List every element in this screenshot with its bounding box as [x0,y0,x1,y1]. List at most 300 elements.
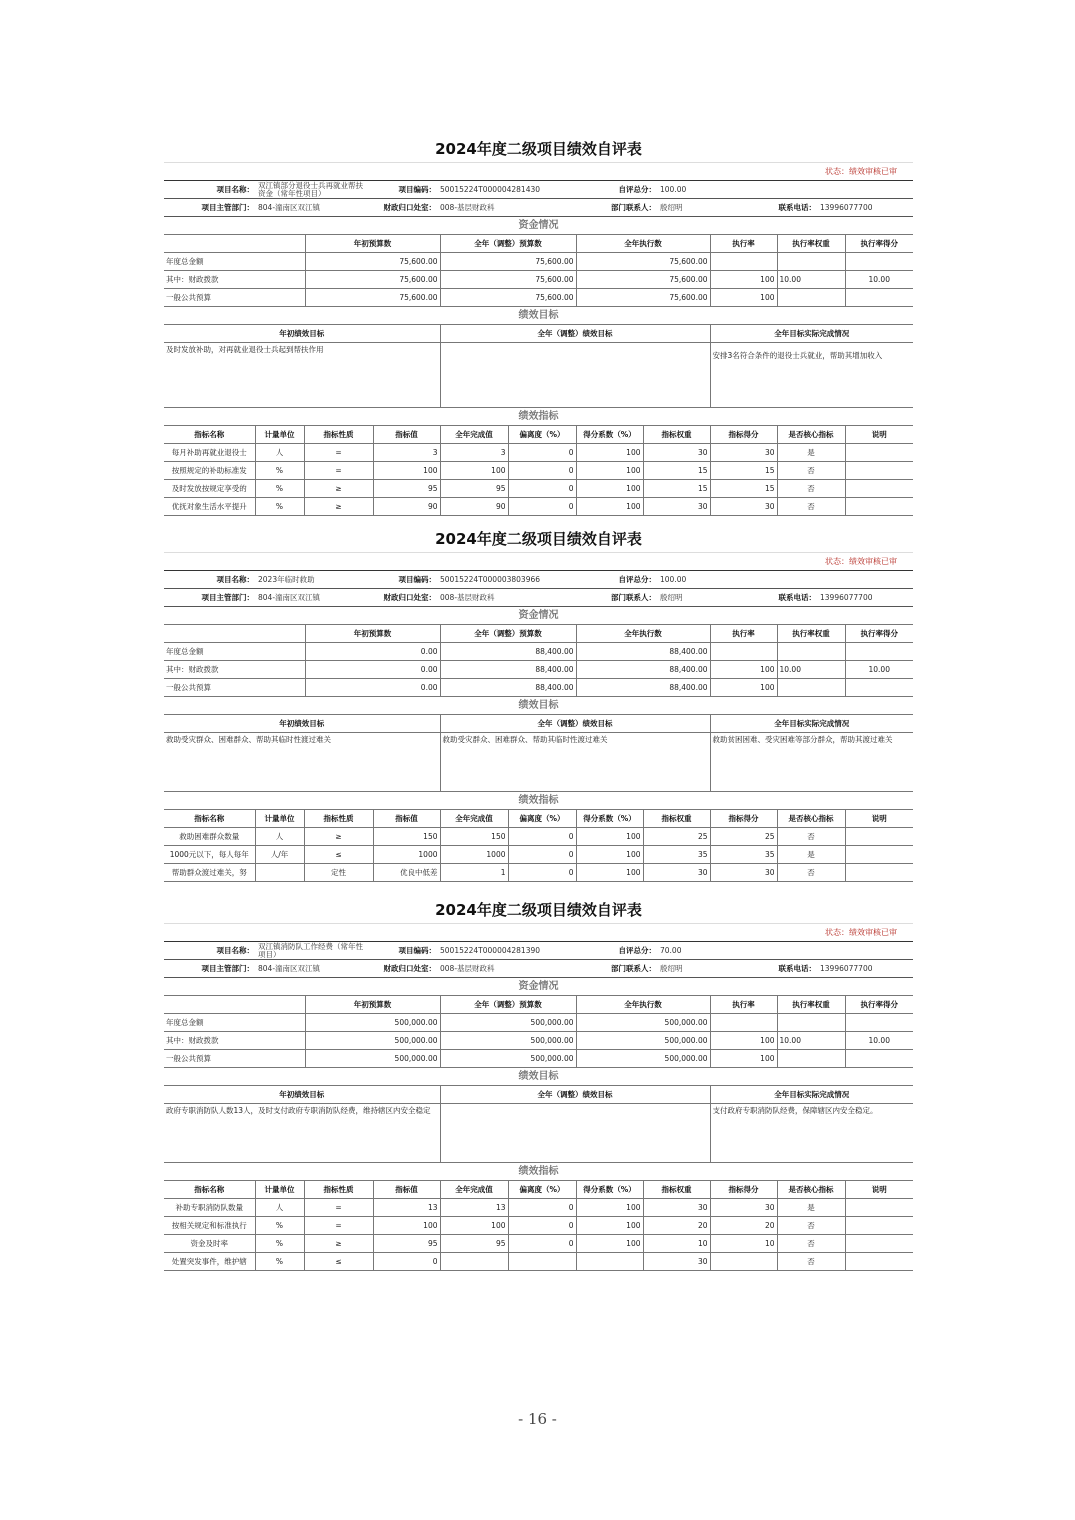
contact-label: 部门联系人： [582,199,658,217]
funds-table [164,995,913,1068]
status-label: 状态：绩效审核已审 [164,162,913,180]
ind-cell: 30 [643,498,710,516]
funds-header-rate: 执行率 [710,996,777,1014]
ind-cell: = [304,444,373,462]
ind-cell: 处置突发事件，维护辖 [164,1253,255,1271]
funds-cell: 10.00 [777,271,845,289]
ind-cell: 否 [777,1253,845,1271]
indicator-row [164,462,913,480]
ind-header: 偏离度（%） [508,1181,576,1199]
indicators-section-heading: 绩效指标 [518,411,559,422]
ind-cell [845,462,913,480]
ind-cell: 100 [576,462,643,480]
ind-cell: 0 [508,864,576,882]
form-title: 2024年度二级项目绩效自评表 [435,530,642,548]
goal-initial-text: 政府专职消防队人数13人，及时支付政府专职消防队经费，维持辖区内安全稳定 [164,1104,440,1163]
project-name-value: 双江镇部分退役士兵再就业帮扶资金（常年性项目） [256,181,372,199]
page-number: - 16 - [518,1410,557,1428]
funds-cell: 88,400.00 [576,679,710,697]
status-label: 状态：绩效审核已审 [164,552,913,570]
phone-label: 联系电话： [728,199,818,217]
ind-header: 指标值 [373,810,440,828]
funds-row [164,1014,913,1032]
funds-row-label: 其中：财政拨款 [164,1032,305,1050]
ind-header: 指标性质 [304,810,373,828]
self-score-label: 自评总分： [582,181,658,199]
funds-cell [845,1050,913,1068]
goals-header-actual: 全年目标实际完成情况 [710,1086,913,1104]
ind-cell: ≥ [304,828,373,846]
goals-header-actual: 全年目标实际完成情况 [710,325,913,343]
ind-cell: 否 [777,462,845,480]
funds-cell: 100 [710,271,777,289]
ind-header: 指标性质 [304,1181,373,1199]
ind-cell: 0 [508,1199,576,1217]
funds-row [164,253,913,271]
funds-row [164,1032,913,1050]
funds-cell: 75,600.00 [576,289,710,307]
funds-cell: 75,600.00 [305,271,440,289]
ind-cell: 30 [710,864,777,882]
indicators-section-heading: 绩效指标 [518,795,559,806]
ind-cell: 95 [440,1235,508,1253]
ind-cell: 0 [508,828,576,846]
project-code-value: 50015224T000004281430 [438,181,582,199]
ind-cell: 定性 [304,864,373,882]
funds-cell: 500,000.00 [576,1014,710,1032]
project-name-label: 项目名称： [164,181,256,199]
ind-header: 是否核心指标 [777,1181,845,1199]
ind-cell: ≥ [304,1235,373,1253]
ind-cell: % [255,480,304,498]
goals-header-adjusted: 全年（调整）绩效目标 [440,715,710,733]
funds-row-label: 其中：财政拨款 [164,661,305,679]
ind-header: 得分系数（%） [576,810,643,828]
ind-cell: 30 [710,444,777,462]
funds-header-adjusted: 全年（调整）预算数 [440,996,576,1014]
self-score-value: 100.00 [658,571,728,589]
ind-cell: 按照规定的补助标准发 [164,462,255,480]
goal-actual-text: 救助贫困困难、受灾困难等部分群众，帮助其渡过难关 [710,733,913,792]
goal-initial-text: 救助受灾群众、困难群众、帮助其临时性渡过难关 [164,733,440,792]
funds-cell [777,253,845,271]
dept-value: 804-潼南区双江镇 [256,589,372,607]
ind-cell: 100 [576,828,643,846]
evaluation-form-3 [164,897,913,1271]
ind-cell: 否 [777,1235,845,1253]
indicator-row [164,1253,913,1271]
ind-cell: 0 [508,1217,576,1235]
dept-value: 804-潼南区双江镇 [256,960,372,978]
funds-cell: 0.00 [305,661,440,679]
funds-cell: 10.00 [777,1032,845,1050]
funds-cell: 75,600.00 [576,271,710,289]
funds-cell: 75,600.00 [305,289,440,307]
ind-cell: 13 [440,1199,508,1217]
funds-cell: 500,000.00 [305,1014,440,1032]
funds-cell [845,289,913,307]
funds-cell: 88,400.00 [440,679,576,697]
contact-label: 部门联系人： [582,960,658,978]
status-label: 状态：绩效审核已审 [164,923,913,941]
ind-cell: 150 [440,828,508,846]
phone-value: 13996077700 [818,199,913,217]
goal-initial-text: 及时发放补助，对再就业退役士兵起到帮扶作用 [164,343,440,408]
project-info-table [164,941,913,978]
ind-cell: 优良中低差 [373,864,440,882]
funds-header-rate: 执行率 [710,235,777,253]
ind-cell: 95 [373,1235,440,1253]
indicator-row [164,1217,913,1235]
ind-cell: 13 [373,1199,440,1217]
funds-cell: 88,400.00 [440,661,576,679]
funds-cell [777,289,845,307]
ind-cell: 0 [508,1235,576,1253]
goal-adjusted-text [440,343,710,408]
goals-table [164,714,913,792]
ind-cell: 35 [643,846,710,864]
funds-row-label: 年度总金额 [164,253,305,271]
ind-cell [710,1253,777,1271]
finance-office-value: 008-基层财政科 [438,199,582,217]
dept-label: 项目主管部门： [164,199,256,217]
ind-cell: ≥ [304,498,373,516]
ind-cell: 否 [777,864,845,882]
indicators-table [164,1180,913,1271]
ind-header: 是否核心指标 [777,810,845,828]
ind-cell: 否 [777,498,845,516]
ind-header: 说明 [845,426,913,444]
ind-cell: 15 [710,462,777,480]
contact-value: 殷绍明 [658,199,728,217]
ind-cell: 3 [440,444,508,462]
contact-value: 殷绍明 [658,960,728,978]
funds-cell: 75,600.00 [576,253,710,271]
goals-section-heading: 绩效目标 [518,310,559,321]
ind-cell [845,828,913,846]
funds-cell: 10.00 [845,271,913,289]
funds-cell [777,1050,845,1068]
ind-cell: 优抚对象生活水平提升 [164,498,255,516]
ind-cell: 及时发放按规定享受的 [164,480,255,498]
funds-row [164,1050,913,1068]
ind-cell: 人/年 [255,846,304,864]
ind-cell: 90 [440,498,508,516]
ind-cell: 10 [710,1235,777,1253]
project-code-value: 50015224T000004281390 [438,942,582,960]
funds-cell: 100 [710,1050,777,1068]
funds-header-adjusted: 全年（调整）预算数 [440,235,576,253]
ind-cell: 35 [710,846,777,864]
ind-cell: 100 [576,1217,643,1235]
ind-cell: 人 [255,444,304,462]
ind-cell [845,480,913,498]
finance-office-label: 财政归口处室： [372,960,438,978]
evaluation-form-2 [164,526,913,882]
funds-cell: 88,400.00 [576,661,710,679]
ind-cell [845,1217,913,1235]
funds-header-executed: 全年执行数 [576,235,710,253]
ind-cell: 20 [643,1217,710,1235]
funds-row [164,679,913,697]
ind-cell: 30 [643,1199,710,1217]
ind-cell: 1000 [373,846,440,864]
indicator-row [164,846,913,864]
contact-value: 殷绍明 [658,589,728,607]
funds-row-label: 年度总金额 [164,643,305,661]
goal-adjusted-text [440,1104,710,1163]
finance-office-label: 财政归口处室： [372,589,438,607]
ind-cell: 补助专职消防队数量 [164,1199,255,1217]
ind-cell: 0 [508,462,576,480]
ind-cell: 30 [710,498,777,516]
ind-header: 全年完成值 [440,426,508,444]
funds-row [164,661,913,679]
indicator-row [164,1199,913,1217]
ind-header: 指标名称 [164,810,255,828]
ind-cell: 25 [643,828,710,846]
ind-cell: 90 [373,498,440,516]
funds-header-weight: 执行率权重 [777,996,845,1014]
ind-header: 指标得分 [710,810,777,828]
funds-cell: 100 [710,289,777,307]
ind-cell [508,1253,576,1271]
phone-label: 联系电话： [728,960,818,978]
ind-header: 计量单位 [255,426,304,444]
ind-cell [845,846,913,864]
ind-header: 指标权重 [643,1181,710,1199]
ind-cell: % [255,462,304,480]
ind-cell: ≥ [304,480,373,498]
ind-header: 全年完成值 [440,810,508,828]
ind-header: 指标值 [373,1181,440,1199]
funds-cell: 75,600.00 [305,253,440,271]
ind-cell [845,1235,913,1253]
ind-cell: % [255,1235,304,1253]
ind-cell: 每月补助再就业退役士 [164,444,255,462]
form-title: 2024年度二级项目绩效自评表 [435,140,642,158]
funds-row [164,289,913,307]
funds-header-executed: 全年执行数 [576,996,710,1014]
project-info-table [164,180,913,217]
funds-cell [845,679,913,697]
funds-row-label: 一般公共预算 [164,289,305,307]
ind-header: 是否核心指标 [777,426,845,444]
funds-header-adjusted: 全年（调整）预算数 [440,625,576,643]
indicator-row [164,444,913,462]
funds-cell: 10.00 [777,661,845,679]
funds-row-label: 一般公共预算 [164,1050,305,1068]
funds-header-score: 执行率得分 [845,235,913,253]
ind-cell: 30 [643,444,710,462]
ind-cell: 0 [373,1253,440,1271]
funds-cell: 500,000.00 [440,1014,576,1032]
ind-cell: 100 [576,480,643,498]
funds-cell [845,643,913,661]
ind-cell: 25 [710,828,777,846]
ind-cell: 否 [777,480,845,498]
ind-cell: 100 [373,1217,440,1235]
ind-cell: 20 [710,1217,777,1235]
project-code-label: 项目编码： [372,571,438,589]
funds-section-heading: 资金情况 [518,220,559,231]
ind-header: 指标名称 [164,1181,255,1199]
ind-header: 指标权重 [643,426,710,444]
funds-header-initial: 年初预算数 [305,625,440,643]
ind-cell [845,1253,913,1271]
funds-row-label: 年度总金额 [164,1014,305,1032]
funds-cell: 75,600.00 [440,253,576,271]
ind-cell: = [304,462,373,480]
ind-cell: 按相关规定和标准执行 [164,1217,255,1235]
ind-header: 得分系数（%） [576,426,643,444]
ind-cell: 是 [777,1199,845,1217]
ind-cell: 0 [508,498,576,516]
funds-cell [777,643,845,661]
funds-table [164,624,913,697]
indicator-row [164,1235,913,1253]
ind-cell [255,864,304,882]
funds-cell: 100 [710,1032,777,1050]
funds-header-initial: 年初预算数 [305,235,440,253]
ind-cell: 150 [373,828,440,846]
finance-office-value: 008-基层财政科 [438,589,582,607]
ind-header: 指标得分 [710,1181,777,1199]
ind-cell [845,444,913,462]
funds-cell: 0.00 [305,679,440,697]
funds-cell [845,1014,913,1032]
funds-cell: 0.00 [305,643,440,661]
ind-header: 指标名称 [164,426,255,444]
ind-cell: 95 [373,480,440,498]
goals-header-adjusted: 全年（调整）绩效目标 [440,1086,710,1104]
project-code-label: 项目编码： [372,942,438,960]
ind-header: 全年完成值 [440,1181,508,1199]
ind-header: 指标得分 [710,426,777,444]
funds-cell [710,643,777,661]
goals-header-initial: 年初绩效目标 [164,325,440,343]
funds-cell: 500,000.00 [440,1050,576,1068]
funds-cell: 75,600.00 [440,289,576,307]
ind-cell: = [304,1217,373,1235]
goals-table [164,1085,913,1163]
ind-cell: 是 [777,444,845,462]
ind-cell: 100 [576,1235,643,1253]
ind-header: 得分系数（%） [576,1181,643,1199]
ind-cell: 0 [508,444,576,462]
phone-value: 13996077700 [818,960,913,978]
ind-cell: = [304,1199,373,1217]
funds-cell: 100 [710,679,777,697]
ind-cell: 0 [508,846,576,864]
project-name-label: 项目名称： [164,571,256,589]
dept-label: 项目主管部门： [164,960,256,978]
goals-header-initial: 年初绩效目标 [164,1086,440,1104]
project-info-table [164,570,913,607]
self-score-value: 70.00 [658,942,728,960]
ind-cell: 是 [777,846,845,864]
ind-cell: 100 [576,444,643,462]
funds-row [164,643,913,661]
ind-cell [440,1253,508,1271]
funds-table [164,234,913,307]
project-name-value: 2023年临时救助 [256,571,372,589]
ind-cell: 3 [373,444,440,462]
ind-cell: % [255,1253,304,1271]
ind-cell: 100 [440,462,508,480]
funds-header-weight: 执行率权重 [777,235,845,253]
funds-cell: 500,000.00 [440,1032,576,1050]
goals-header-actual: 全年目标实际完成情况 [710,715,913,733]
dept-label: 项目主管部门： [164,589,256,607]
ind-cell: 0 [508,480,576,498]
funds-cell: 500,000.00 [576,1032,710,1050]
ind-cell: % [255,1217,304,1235]
project-code-label: 项目编码： [372,181,438,199]
funds-row-label: 一般公共预算 [164,679,305,697]
ind-cell: 100 [576,864,643,882]
ind-header: 说明 [845,1181,913,1199]
evaluation-form-1 [164,136,913,516]
ind-cell: 15 [643,480,710,498]
ind-cell [845,1199,913,1217]
ind-cell: 1000元以下，每人每年 [164,846,255,864]
funds-cell: 75,600.00 [440,271,576,289]
indicator-row [164,480,913,498]
ind-header: 偏离度（%） [508,426,576,444]
indicators-section-heading: 绩效指标 [518,1166,559,1177]
ind-cell: 100 [440,1217,508,1235]
funds-header-blank [164,235,305,253]
indicator-row [164,864,913,882]
funds-header-weight: 执行率权重 [777,625,845,643]
funds-cell: 10.00 [845,661,913,679]
funds-header-initial: 年初预算数 [305,996,440,1014]
project-name-label: 项目名称： [164,942,256,960]
ind-cell: 人 [255,828,304,846]
project-code-value: 50015224T000003803966 [438,571,582,589]
finance-office-value: 008-基层财政科 [438,960,582,978]
funds-cell [710,253,777,271]
indicators-table [164,425,913,516]
ind-cell: 救助困难群众数量 [164,828,255,846]
dept-value: 804-潼南区双江镇 [256,199,372,217]
funds-cell: 88,400.00 [440,643,576,661]
ind-cell: 否 [777,1217,845,1235]
ind-cell: 30 [710,1199,777,1217]
funds-cell [777,679,845,697]
goals-section-heading: 绩效目标 [518,1071,559,1082]
funds-header-blank [164,625,305,643]
ind-cell: 资金及时率 [164,1235,255,1253]
funds-cell: 100 [710,661,777,679]
funds-cell: 88,400.00 [576,643,710,661]
ind-cell: 15 [643,462,710,480]
funds-cell [845,253,913,271]
ind-cell: 10 [643,1235,710,1253]
ind-cell [576,1253,643,1271]
funds-cell: 500,000.00 [305,1032,440,1050]
funds-cell [777,1014,845,1032]
goals-table [164,324,913,408]
indicators-table [164,809,913,882]
ind-cell: 30 [643,864,710,882]
ind-cell: 否 [777,828,845,846]
finance-office-label: 财政归口处室： [372,199,438,217]
ind-header: 计量单位 [255,810,304,828]
ind-cell [845,498,913,516]
funds-cell [710,1014,777,1032]
